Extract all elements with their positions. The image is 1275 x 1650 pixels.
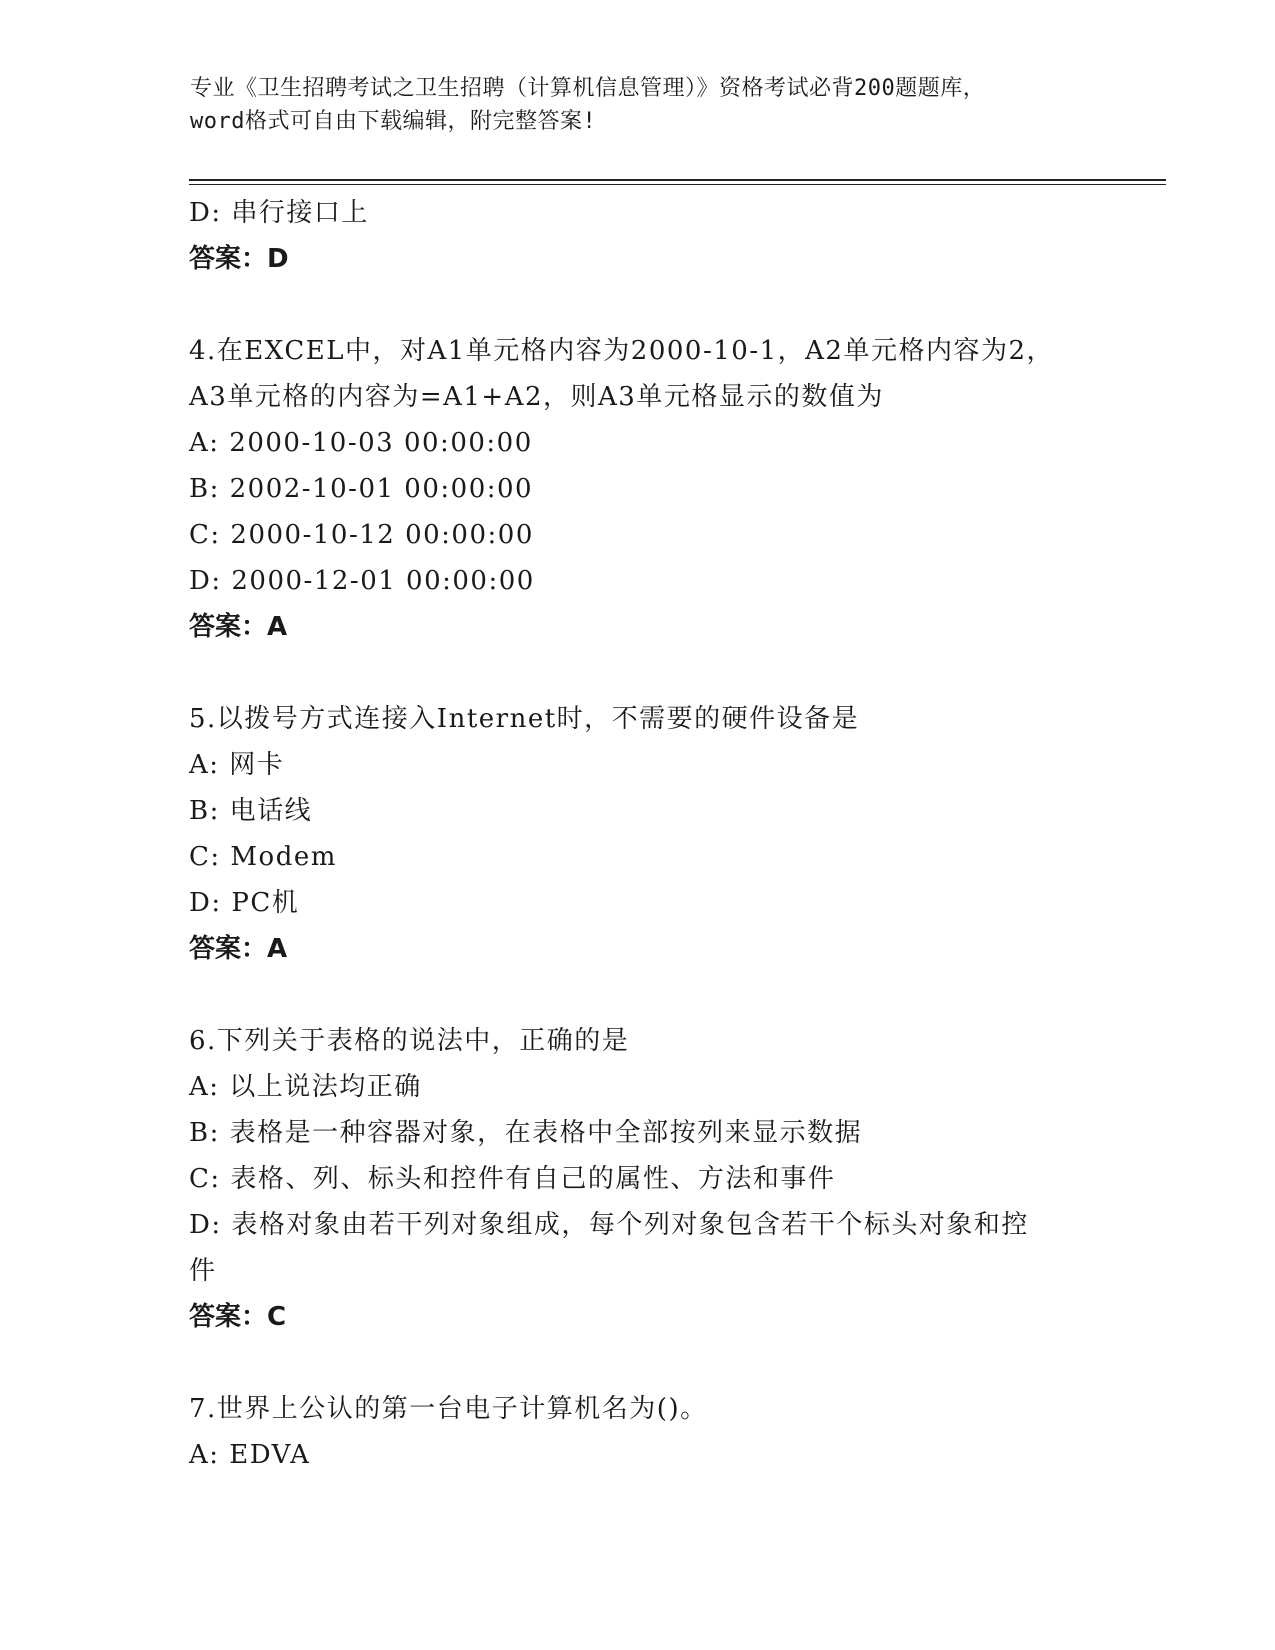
q5-answer: 答案：A [189, 934, 288, 964]
q5-option-c: C: Modem [189, 842, 337, 872]
q6-option-d: D: 表格对象由若干列对象组成，每个列对象包含若干个标头对象和控 [189, 1210, 1029, 1240]
q5-option-b: B: 电话线 [189, 796, 313, 826]
q6-option-a: A: 以上说法均正确 [189, 1072, 422, 1102]
header-title-line-2: word格式可自由下载编辑，附完整答案! [190, 109, 597, 134]
q4-stem-line-1: 4.在EXCEL中，对A1单元格内容为2000-10-1，A2单元格内容为2， [189, 336, 1055, 366]
q4-option-a: A: 2000-10-03 00:00:00 [189, 428, 533, 458]
q4-option-c: C: 2000-10-12 00:00:00 [189, 520, 534, 550]
header-title-line-1: 专业《卫生招聘考试之卫生招聘（计算机信息管理）》资格考试必背200题题库， [190, 76, 986, 101]
q6-option-b: B: 表格是一种容器对象，在表格中全部按列来显示数据 [189, 1118, 863, 1148]
q6-stem: 6.下列关于表格的说法中，正确的是 [189, 1026, 630, 1056]
q6-answer: 答案：C [189, 1302, 287, 1332]
q4-option-d: D: 2000-12-01 00:00:00 [189, 566, 535, 596]
q5-stem: 5.以拨号方式连接入Internet时，不需要的硬件设备是 [189, 704, 860, 734]
q7-stem: 7.世界上公认的第一台电子计算机名为()。 [189, 1394, 708, 1424]
document-header [190, 72, 1090, 138]
spacer [189, 282, 1089, 328]
spacer [189, 650, 1089, 696]
question-list [189, 190, 1089, 1478]
q5-option-d: D: PC机 [189, 888, 300, 918]
q5-option-a: A: 网卡 [189, 750, 285, 780]
spacer [189, 972, 1089, 1018]
q7-option-a: A: EDVA [189, 1440, 311, 1470]
spacer [189, 1340, 1089, 1386]
q6-option-d-continued: 件 [189, 1256, 217, 1286]
q6-option-c: C: 表格、列、标头和控件有自己的属性、方法和事件 [189, 1164, 836, 1194]
q4-stem-line-2: A3单元格的内容为=A1+A2，则A3单元格显示的数值为 [189, 382, 884, 412]
header-divider [189, 179, 1166, 185]
q3-option-d: D: 串行接口上 [189, 198, 369, 228]
q3-answer: 答案：D [189, 244, 289, 274]
q4-option-b: B: 2002-10-01 00:00:00 [189, 474, 534, 504]
q4-answer: 答案：A [189, 612, 288, 642]
